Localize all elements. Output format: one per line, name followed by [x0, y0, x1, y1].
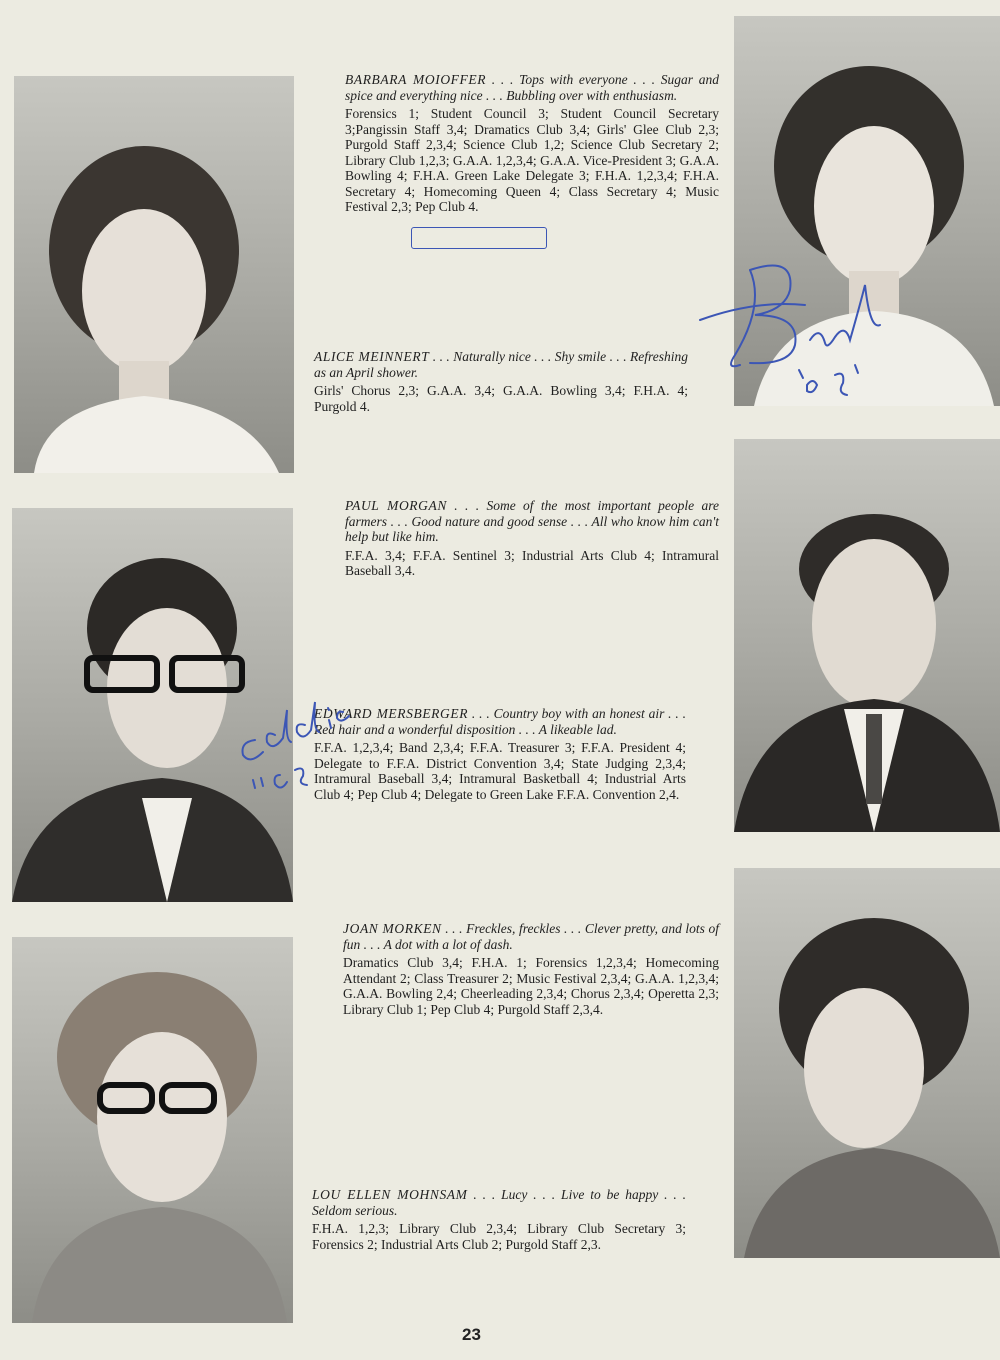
student-name: EDWARD MERSBERGER	[314, 706, 469, 721]
student-motto: . . . Naturally nice . . . Shy smile . . . Refreshing as an April shower.	[314, 349, 688, 380]
student-entry	[314, 349, 688, 414]
student-activities: Dramatics Club 3,4; F.H.A. 1; Forensics 1,2,3,4; Homecoming Attendant 2; Class Treasurer 2; Music Festival 2,3,4; G.A.A. 1,2,3,4; G.A.A. Bowling 2,4; Cheerleading 2,3,4; Chorus 2,3,4; Operetta 2,3; Library Club 1; Pep Club 4; Purgold Staff 2,3,4.	[343, 955, 719, 1017]
student-motto: . . . Some of the most important people are farmers . . . Good nature and good sense . . . All who know him can't help but like him.	[345, 498, 719, 544]
portrait-photo	[12, 508, 293, 902]
student-motto: . . . Country boy with an honest air . . . Red hair and a wonderful disposition . . . A likeable lad.	[314, 706, 686, 737]
student-name: ALICE MEINNERT	[314, 349, 430, 364]
student-activities: Girls' Chorus 2,3; G.A.A. 3,4; G.A.A. Bowling 3,4; F.H.A. 4; Purgold 4.	[314, 383, 688, 414]
student-activities: F.F.A. 3,4; F.F.A. Sentinel 3; Industrial Arts Club 4; Intramural Baseball 3,4.	[345, 547, 719, 578]
portrait-photo	[12, 937, 293, 1323]
portrait-photo	[734, 868, 1000, 1258]
student-name: BARBARA MOIOFFER	[345, 72, 487, 87]
ink-circle-mark	[411, 227, 547, 249]
student-motto: . . . Freckles, freckles . . . Clever pretty, and lots of fun . . . A dot with a lot of dash.	[343, 921, 720, 952]
portrait-photo	[734, 439, 1000, 832]
student-activities: F.F.A. 1,2,3,4; Band 2,3,4; F.F.A. Treasurer 3; F.F.A. President 4; Delegate to F.F.A. District Convention 3,4; State Judging 2,3,4; Intramural Baseball 3,4; Intramural Basketball 4; Industrial Arts Club 4; Pep Club 4; Delegate to Green Lake F.F.A. Convention 2,4.	[314, 740, 686, 802]
page-number: 23	[462, 1325, 481, 1344]
student-entry	[314, 706, 686, 802]
portrait-photo	[14, 76, 294, 473]
student-entry	[345, 498, 719, 579]
student-entry	[343, 921, 719, 1017]
student-activities: F.H.A. 1,2,3; Library Club 2,3,4; Library Club Secretary 3; Forensics 2; Industrial Arts Club 2; Purgold Staff 2,3.	[312, 1221, 686, 1252]
student-motto: . . . Lucy . . . Live to be happy . . . Seldom serious.	[312, 1187, 686, 1218]
student-activities: Forensics 1; Student Council 3; Student Council Secretary 3;Pangissin Staff 3,4; Dramatics Club 3,4; Girls' Glee Club 2,3; Purgold Staff 2,3,4; Science Club 1,2; Science Club Secretary 2; Library Club 1,2,3; G.A.A. 1,2,3,4; G.A.A. Vice-President 3; G.A.A. Bowling 4; F.H.A. Green Lake Delegate 3; F.H.A. 1,2,3,4; F.H.A. Secretary 4; Homecoming Queen 4; Class Secretary 4; Music Festival 2,3; Pep Club 4.	[345, 106, 719, 214]
portrait-photo	[734, 16, 1000, 406]
student-name: JOAN MORKEN	[343, 921, 442, 936]
student-entry	[312, 1187, 686, 1252]
student-name: LOU ELLEN MOHNSAM	[312, 1187, 468, 1202]
student-entry	[345, 72, 719, 215]
student-name: PAUL MORGAN	[345, 498, 447, 513]
student-motto: . . . Tops with everyone . . . Sugar and spice and everything nice . . . Bubbling over with enthusiasm.	[345, 72, 720, 103]
